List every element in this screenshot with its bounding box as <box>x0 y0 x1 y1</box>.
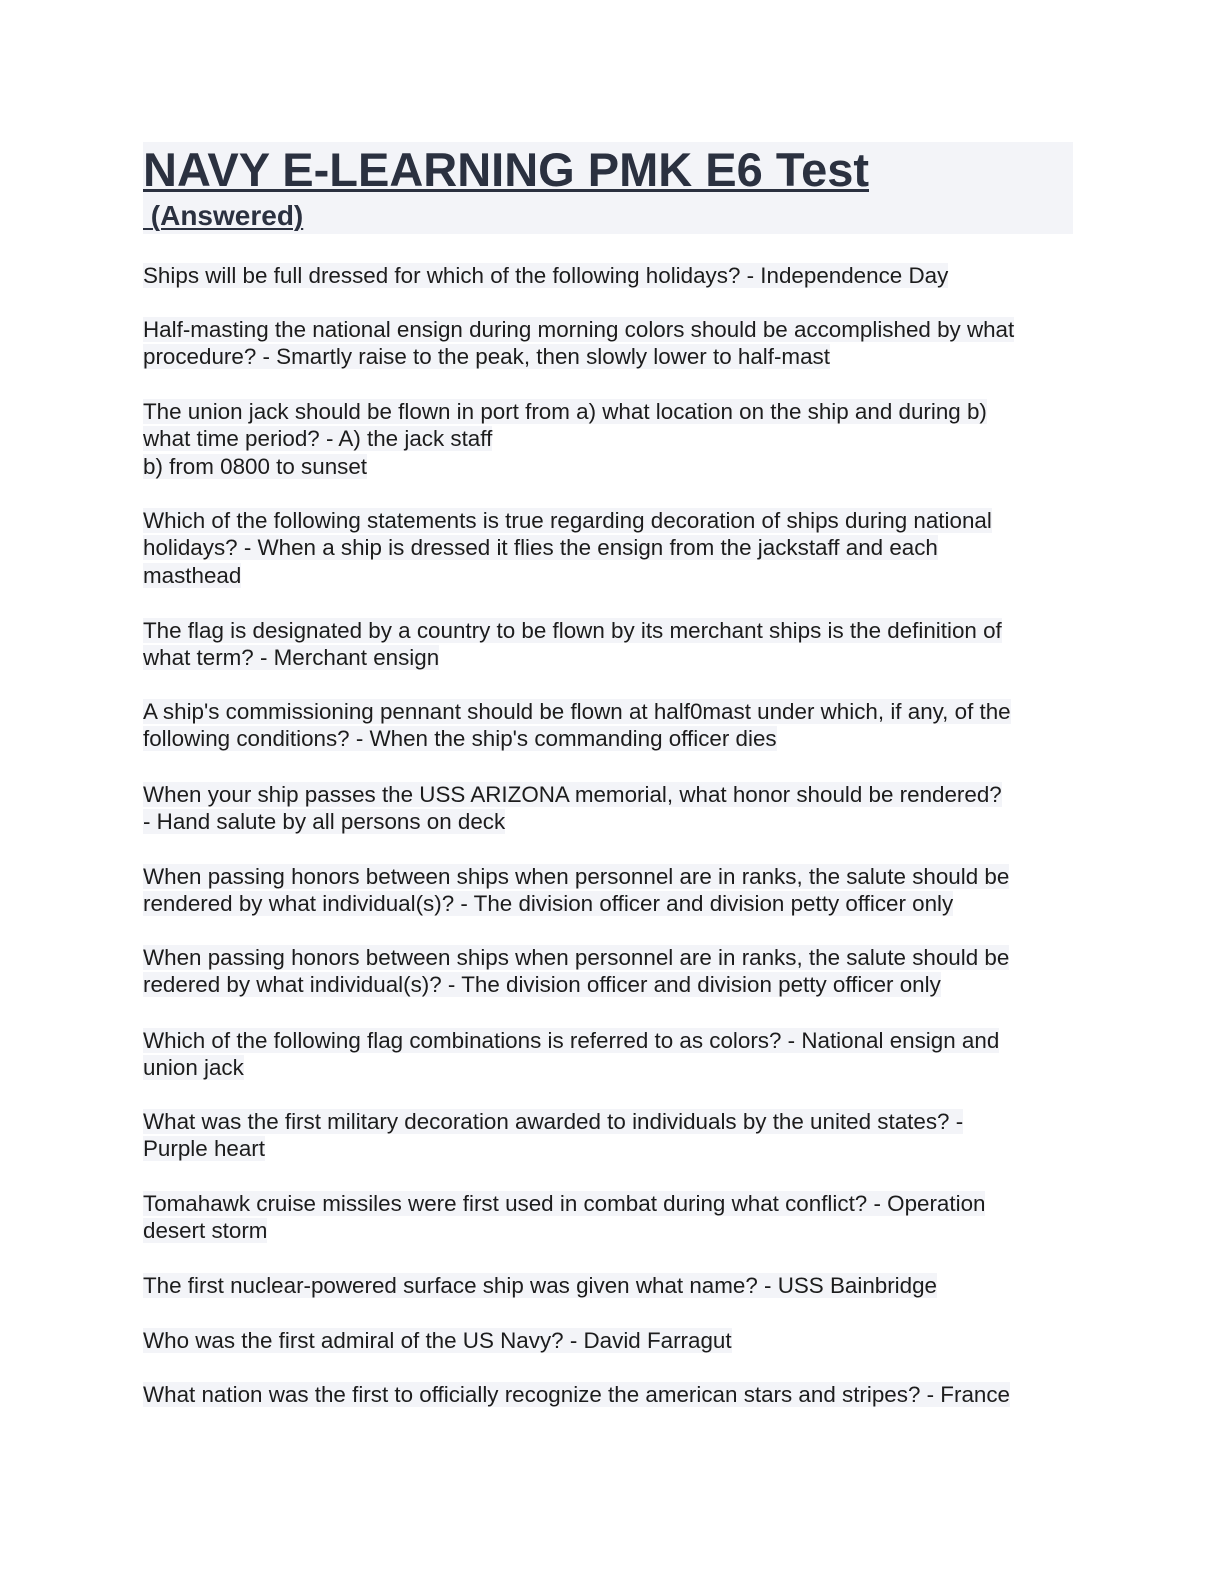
qa-line-text: The union jack should be flown in port from a) what location on the ship and during b) <box>143 399 987 424</box>
document-title: NAVY E-LEARNING PMK E6 Test <box>143 143 869 196</box>
qa-line <box>143 617 1083 644</box>
qa-line-text: desert storm <box>143 1218 268 1244</box>
qa-item <box>143 262 1083 289</box>
qa-line <box>143 971 1083 998</box>
document-subtitle: (Answered) <box>143 200 304 231</box>
qa-line <box>143 562 1083 589</box>
qa-line-text: what term? - Merchant ensign <box>143 645 440 671</box>
qa-line <box>143 1327 1083 1354</box>
qa-item <box>143 316 1083 371</box>
qa-line <box>143 507 1083 534</box>
qa-item <box>143 617 1083 672</box>
qa-item <box>143 507 1083 589</box>
qa-line <box>143 725 1083 752</box>
qa-line-text: When your ship passes the USS ARIZONA memorial, what honor should be rendered? <box>143 782 1002 807</box>
qa-line-text: The flag is designated by a country to be flown by its merchant ships is the definition of <box>143 618 1002 643</box>
qa-line-text: redered by what individual(s)? - The division officer and division petty officer only <box>143 972 941 998</box>
qa-line <box>143 808 1083 835</box>
qa-line-text: b) from 0800 to sunset <box>143 453 368 479</box>
qa-line-text: When passing honors between ships when personnel are in ranks, the salute should be <box>143 945 1010 970</box>
qa-line <box>143 781 1083 808</box>
qa-item <box>143 944 1083 999</box>
qa-item <box>143 1327 1083 1354</box>
qa-line-text: What was the first military decoration awarded to individuals by the united states? - <box>143 1109 964 1134</box>
qa-line <box>143 1381 1083 1408</box>
qa-line <box>143 343 1083 370</box>
qa-item <box>143 781 1083 836</box>
qa-line <box>143 534 1083 561</box>
qa-item <box>143 1108 1083 1163</box>
qa-item <box>143 1027 1083 1082</box>
qa-line <box>143 262 1083 289</box>
qa-line-text: When passing honors between ships when personnel are in ranks, the salute should be <box>143 864 1010 889</box>
qa-item <box>143 863 1083 918</box>
qa-line-text: Tomahawk cruise missiles were first used in combat during what conflict? - Operation <box>143 1191 986 1216</box>
qa-line-text: - Hand salute by all persons on deck <box>143 809 506 835</box>
qa-line <box>143 1272 1083 1299</box>
qa-line <box>143 698 1083 725</box>
qa-item <box>143 698 1083 753</box>
qa-line <box>143 316 1083 343</box>
qa-line <box>143 425 1083 452</box>
qa-line-text: procedure? - Smartly raise to the peak, then slowly lower to half-mast <box>143 344 830 370</box>
qa-line <box>143 890 1083 917</box>
title-block <box>143 142 1073 234</box>
qa-line-text: Which of the following statements is true regarding decoration of ships during national <box>143 508 992 533</box>
qa-line-text: Which of the following flag combinations is referred to as colors? - National ensign and <box>143 1028 1000 1053</box>
qa-line <box>143 453 1083 480</box>
qa-line-text: What nation was the first to officially recognize the american stars and stripes? - France <box>143 1382 1010 1407</box>
qa-line <box>143 398 1083 425</box>
qa-line-text: union jack <box>143 1055 244 1081</box>
qa-line <box>143 863 1083 890</box>
qa-line-text: holidays? - When a ship is dressed it flies the ensign from the jackstaff and each <box>143 535 938 561</box>
qa-line <box>143 1190 1083 1217</box>
qa-line-text: Ships will be full dressed for which of the following holidays? - Independence Day <box>143 263 949 288</box>
qa-line-text: Half-masting the national ensign during morning colors should be accomplished by what <box>143 317 1015 342</box>
qa-item <box>143 1272 1083 1299</box>
qa-line <box>143 644 1083 671</box>
qa-item <box>143 398 1083 480</box>
qa-line <box>143 1217 1083 1244</box>
qa-line-text: Who was the first admiral of the US Navy? - David Farragut <box>143 1328 732 1353</box>
qa-line <box>143 1108 1083 1135</box>
qa-line <box>143 1135 1083 1162</box>
qa-line-text: masthead <box>143 562 242 588</box>
qa-line-text: Purple heart <box>143 1136 265 1162</box>
qa-line <box>143 944 1083 971</box>
qa-item <box>143 1381 1083 1408</box>
qa-line-text: rendered by what individual(s)? - The division officer and division petty officer only <box>143 891 954 917</box>
qa-line-text: A ship's commissioning pennant should be flown at half0mast under which, if any, of the <box>143 699 1011 724</box>
qa-line-text: what time period? - A) the jack staff <box>143 426 493 452</box>
qa-line-text: following conditions? - When the ship's commanding officer dies <box>143 726 777 752</box>
qa-line-text: The first nuclear-powered surface ship was given what name? - USS Bainbridge <box>143 1273 938 1298</box>
qa-item <box>143 1190 1083 1245</box>
qa-line <box>143 1027 1083 1054</box>
qa-line <box>143 1054 1083 1081</box>
